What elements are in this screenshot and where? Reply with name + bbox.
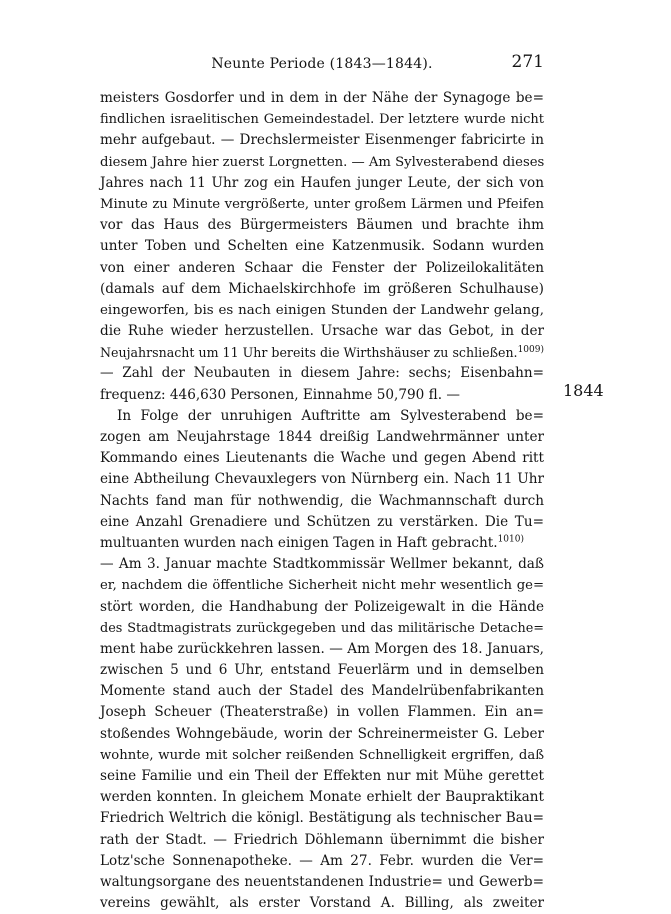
running-head: Neunte Periode (1843—1844). <box>211 56 433 72</box>
text-line: Momente stand auch der Stadel des Mandelrübenfabrikanten <box>100 683 544 700</box>
text-line: eine Anzahl Grenadiere und Schützen zu verstärken. Die Tu= <box>100 513 544 530</box>
text-line: seine Familie und ein Theil der Effekten nur mit Mühe gerettet <box>100 768 544 784</box>
text-line: er, nachdem die öffentliche Sicherheit nicht mehr wesentlich ge= <box>100 578 544 594</box>
text-line: des Stadtmagistrats zurückgegeben und das militärische Detache= <box>100 620 544 636</box>
text-line: werden konnten. In gleichem Monate erhielt der Baupraktikant <box>100 789 544 806</box>
text-line: mehr aufgebaut. — Drechslermeister Eisenmenger fabricirte in <box>100 132 544 149</box>
text-line: Nachts fand man für nothwendig, die Wachmannschaft durch <box>100 492 544 509</box>
text-line: Minute zu Minute vergrößerte, unter großem Lärmen und Pfeifen <box>100 196 544 212</box>
text-line: Kommando eines Lieutenants die Wache und gegen Abend ritt <box>100 450 544 467</box>
footnote-ref-1009: 1009) <box>517 345 544 356</box>
text-line: Jahres nach 11 Uhr zog ein Haufen junger Leute, der sich von <box>100 174 544 191</box>
text-line: In Folge der unruhigen Auftritte am Sylvesterabend be= <box>117 407 544 424</box>
text-line: zogen am Neujahrstage 1844 dreißig Landwehrmänner unter <box>100 429 544 445</box>
text-line: eine Abtheilung Chevauxlegers von Nürnberg ein. Nach 11 Uhr <box>100 471 544 488</box>
text-line: rath der Stadt. — Friedrich Döhlemann übernimmt die bisher <box>100 831 544 848</box>
text-line: meisters Gosdorfer und in dem in der Nähe der Synagoge be= <box>100 90 544 106</box>
text-line: Friedrich Weltrich die königl. Bestätigung als technischer Bau= <box>100 810 544 827</box>
text-line: von einer anderen Schaar die Fenster der Polizeilokalitäten <box>100 259 544 276</box>
text-line: diesem Jahre hier zuerst Lorgnetten. — Am Sylvesterabend dieses <box>100 154 545 170</box>
text-line: — Zahl der Neubauten in diesem Jahre: sechs; Eisenbahn= <box>100 365 544 382</box>
text-line: frequenz: 446,630 Personen, Einnahme 50,790 fl. — <box>100 386 460 403</box>
text-line: unter Toben und Schelten eine Katzenmusik. Sodann wurden <box>100 238 544 255</box>
text-line-with-footnote <box>100 342 544 363</box>
text-line: (damals auf dem Michaelskirchhofe im größeren Schulhause) <box>100 280 544 297</box>
text-line: stoßendes Wohngebäude, worin der Schreinermeister G. Leber <box>100 725 544 742</box>
text-line: findlichen israelitischen Gemeindestadel. Der letztere wurde nicht <box>100 112 544 128</box>
text-line: zwischen 5 und 6 Uhr, entstand Feuerlärm und in demselben <box>100 662 544 679</box>
text-line: — Am 3. Januar machte Stadtkommissär Wellmer bekannt, daß <box>100 556 544 573</box>
body-text <box>100 88 544 914</box>
page-number: 271 <box>511 52 544 72</box>
footnote-ref-1010: 1010) <box>497 534 524 545</box>
margin-year-note: 1844 <box>563 381 604 400</box>
text-line: stört worden, die Handhabung der Polizeigewalt in die Hände <box>100 598 544 615</box>
text-line-with-footnote <box>100 533 544 554</box>
text-line: ment habe zurückkehren lassen. — Am Morgen des 18. Januars, <box>100 640 544 657</box>
text-span: multuanten wurden nach einigen Tagen in Haft gebracht. <box>100 534 498 551</box>
text-line: waltungsorgane des neuentstandenen Industrie= und Gewerb= <box>100 873 544 890</box>
text-line: vereins gewählt, als erster Vorstand A. Billing, als zweiter <box>100 895 544 912</box>
text-line: vor das Haus des Bürgermeisters Bäumen und brachte ihm <box>100 217 544 234</box>
text-line: Joseph Scheuer (Theaterstraße) in vollen Flammen. Ein an= <box>100 704 544 721</box>
text-line: wohnte, wurde mit solcher reißenden Schnelligkeit ergriffen, daß <box>100 747 544 763</box>
text-line: Lotz'sche Sonnenapotheke. — Am 27. Febr. wurden die Ver= <box>100 852 544 869</box>
page-header <box>100 50 544 76</box>
text-line: eingeworfen, bis es nach einigen Stunden der Landwehr gelang, <box>100 302 544 318</box>
text-span: Neujahrsnacht um 11 Uhr bereits die Wirthshäuser zu schließen. <box>100 345 518 361</box>
text-line: die Ruhe wieder herzustellen. Ursache war das Gebot, in der <box>100 323 544 340</box>
